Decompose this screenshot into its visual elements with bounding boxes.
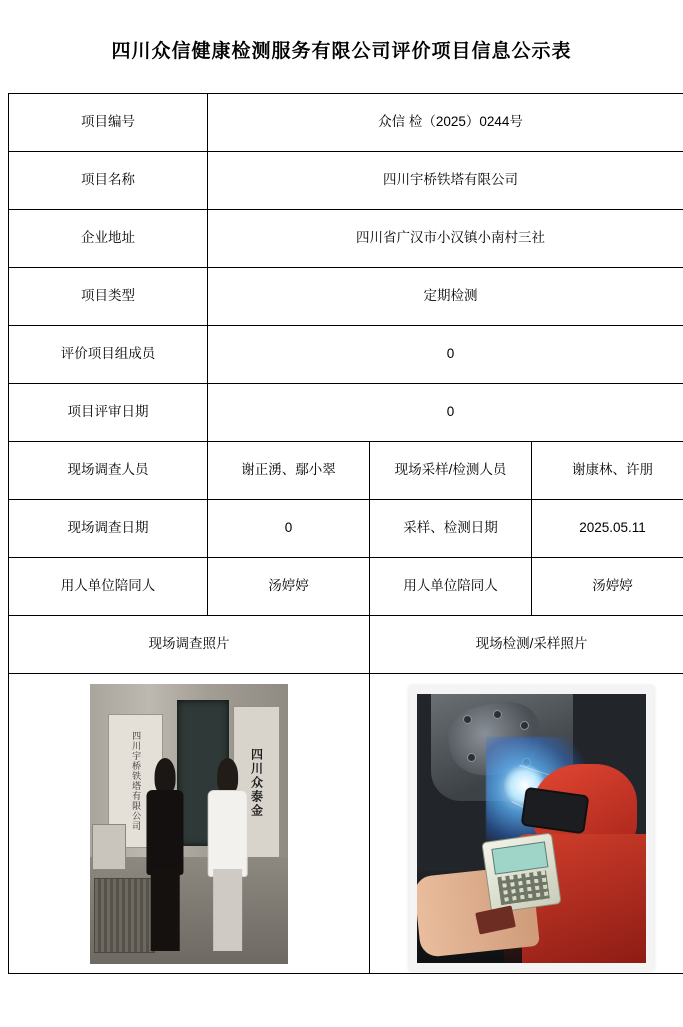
table-row <box>9 267 683 325</box>
row-value-survey-date: 0 <box>208 499 370 557</box>
row-value-company-address: 四川省广汉市小汉镇小南村三社 <box>208 209 683 267</box>
site-testing-photo <box>409 686 654 971</box>
table-row <box>9 441 683 499</box>
table-row <box>9 673 683 973</box>
row-label-project-type: 项目类型 <box>9 267 208 325</box>
photo-bolt <box>463 715 472 724</box>
row-label-review-date: 项目评审日期 <box>9 383 208 441</box>
photo-instrument-screen <box>491 841 548 874</box>
row-label-company-address: 企业地址 <box>9 209 208 267</box>
row-value-team-members: 0 <box>208 325 683 383</box>
table-row <box>9 383 683 441</box>
photo-right-signboard-text: 四川众泰金 <box>249 747 264 818</box>
project-info-table <box>8 93 683 974</box>
photo-header-survey: 现场调查照片 <box>9 615 370 673</box>
photo-person-right <box>203 762 253 947</box>
row-value-project-type: 定期检测 <box>208 267 683 325</box>
photo-box-testing <box>374 676 683 971</box>
site-survey-photo <box>90 684 288 964</box>
photo-person-legs <box>151 869 180 950</box>
photo-person-legs <box>213 869 243 950</box>
row-value-survey-staff: 谢正湧、鄢小翠 <box>208 441 370 499</box>
row-value-project-name: 四川宇桥铁塔有限公司 <box>208 151 683 209</box>
row-label-employer-escort-2: 用人单位陪同人 <box>370 557 532 615</box>
row-value-employer-escort-2: 汤婷婷 <box>532 557 683 615</box>
photo-helmet-visor <box>521 786 589 833</box>
row-value-sampling-staff: 谢康林、许朋 <box>532 441 683 499</box>
photo-cell-survey <box>9 673 370 973</box>
table-row <box>9 615 683 673</box>
photo-person-torso <box>207 790 248 877</box>
photo-header-testing: 现场检测/采样照片 <box>370 615 683 673</box>
row-label-sampling-staff: 现场采样/检测人员 <box>370 441 532 499</box>
row-label-project-number: 项目编号 <box>9 93 208 151</box>
photo-instrument-keypad <box>497 871 550 906</box>
row-label-survey-staff: 现场调查人员 <box>9 441 208 499</box>
row-label-sampling-date: 采样、检测日期 <box>370 499 532 557</box>
row-value-review-date: 0 <box>208 383 683 441</box>
table-row <box>9 209 683 267</box>
row-label-project-name: 项目名称 <box>9 151 208 209</box>
photo-person-torso <box>147 790 184 875</box>
row-value-sampling-date: 2025.05.11 <box>532 499 683 557</box>
page-title: 四川众信健康检测服务有限公司评价项目信息公示表 <box>111 41 572 62</box>
photo-frame-inner <box>417 694 646 963</box>
photo-box-survey <box>13 676 365 971</box>
row-value-employer-escort-1: 汤婷婷 <box>208 557 370 615</box>
row-value-project-number: 众信 检（2025）0244号 <box>208 93 683 151</box>
photo-ac-unit <box>92 824 126 871</box>
photo-detection-instrument <box>481 832 561 913</box>
row-label-employer-escort-1: 用人单位陪同人 <box>9 557 208 615</box>
table-row <box>9 557 683 615</box>
row-label-survey-date: 现场调查日期 <box>9 499 208 557</box>
row-label-team-members: 评价项目组成员 <box>9 325 208 383</box>
photo-person-left <box>141 762 189 947</box>
photo-bolt <box>493 710 502 719</box>
photo-left-signboard-text: 四川宇桥铁塔有限公司 <box>131 731 142 832</box>
table-row <box>9 499 683 557</box>
table-row <box>9 325 683 383</box>
table-row <box>9 151 683 209</box>
photo-bolt <box>520 721 529 730</box>
table-row <box>9 93 683 151</box>
photo-cell-testing <box>370 673 683 973</box>
